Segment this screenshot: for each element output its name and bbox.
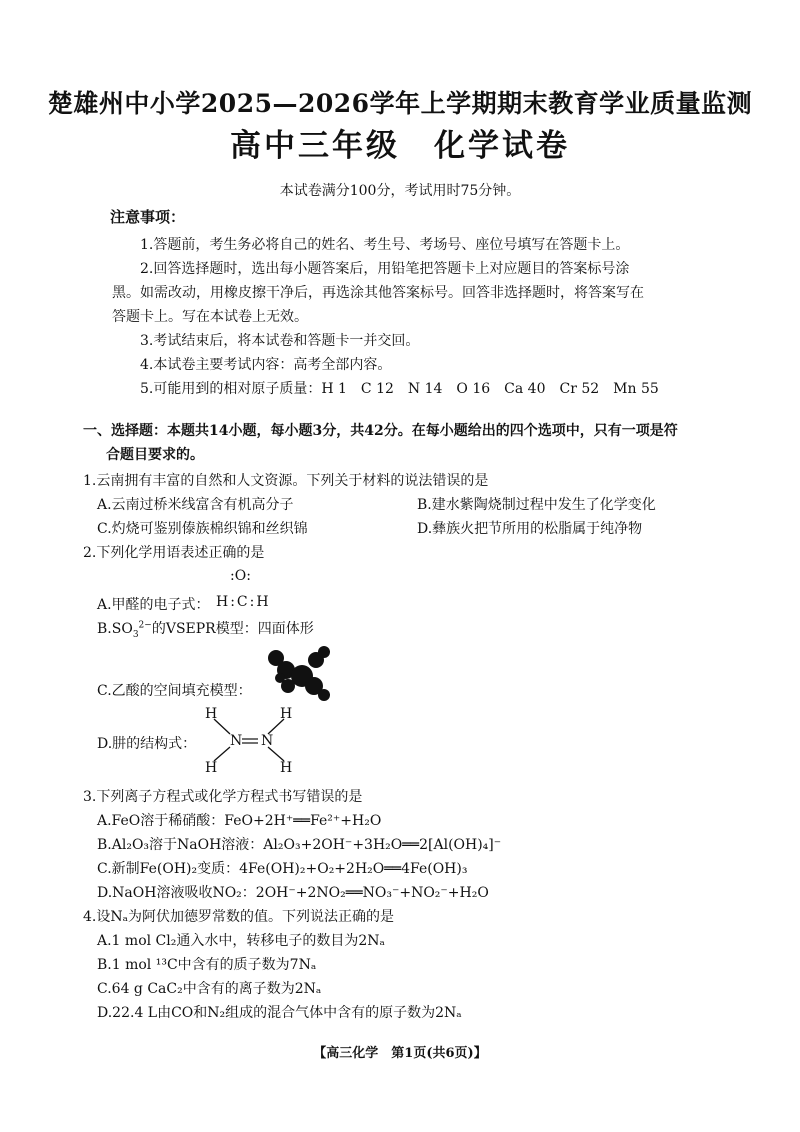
- notice-item-2-cont2: 答题卡上。写在本试卷上无效。: [112, 309, 308, 325]
- formaldehyde-electron-formula-top: :O:: [230, 568, 251, 584]
- q2-option-c: C.乙酸的空间填充模型：: [97, 683, 252, 699]
- notice-item-4: 4.本试卷主要考试内容：高考全部内容。: [140, 357, 392, 373]
- notice-item-2-cont: 黑。如需改动，用橡皮擦干净后，再选涂其他答案标号。回答非选择题时，将答案写在: [112, 285, 644, 301]
- exam-title-line2: 高中三年级 化学试卷: [230, 128, 570, 164]
- q4-option-d: D.22.4 L由CO和N₂组成的混合气体中含有的原子数为2Nₐ: [97, 1005, 462, 1021]
- q4-option-a: A.1 mol Cl₂通入水中，转移电子的数目为2Nₐ: [97, 933, 385, 949]
- hydrazine-n-atom: N: [230, 733, 243, 749]
- hydrazine-h-atom: H: [280, 706, 293, 722]
- hydrazine-h-atom: H: [205, 760, 218, 776]
- q3-option-b: B.Al₂O₃溶于NaOH溶液：Al₂O₃+2OH⁻+3H₂O══2[Al(OH)₄]⁻: [97, 837, 502, 853]
- q3-stem: 3.下列离子方程式或化学方程式书写错误的是: [83, 789, 363, 805]
- acetic-acid-space-filling-model: [262, 640, 338, 702]
- exam-title-line1: 楚雄州中小学2025—2026学年上学期期末教育学业质量监测: [47, 89, 753, 118]
- q2-option-d: D.肼的结构式：: [97, 736, 197, 752]
- notice-item-3: 3.考试结束后，将本试卷和答题卡一并交回。: [140, 333, 420, 349]
- q4-option-b: B.1 mol ¹³C中含有的质子数为7Nₐ: [97, 957, 317, 973]
- section-heading-cont: 合题目要求的。: [106, 447, 204, 463]
- notice-item-1: 1.答题前，考生务必将自己的姓名、考生号、考场号、座位号填写在答题卡上。: [140, 237, 630, 253]
- q2-option-b: $B.SO_3^{2-}$的VSEPR模型：四面体形: [97, 620, 314, 640]
- q2-option-a: A.甲醛的电子式：: [97, 597, 210, 613]
- q2-stem: 2.下列化学用语表述正确的是: [83, 545, 265, 561]
- q3-option-d: D.NaOH溶液吸收NO₂：2OH⁻+2NO₂══NO₃⁻+NO₂⁻+H₂O: [97, 885, 489, 901]
- q1-option-b: B.建水紫陶烧制过程中发生了化学变化: [417, 497, 656, 513]
- exam-info: 本试卷满分100分，考试用时75分钟。: [279, 183, 521, 199]
- page-footer: 【高三化学 第1页(共6页)】: [313, 1046, 487, 1061]
- q1-option-a: A.云南过桥米线富含有机高分子: [97, 497, 294, 513]
- q4-stem: 4.设Nₐ为阿伏加德罗常数的值。下列说法正确的是: [83, 909, 395, 925]
- q3-option-c: C.新制Fe(OH)₂变质：4Fe(OH)₂+O₂+2H₂O══4Fe(OH)₃: [97, 861, 468, 877]
- section-heading: 一、选择题：本题共14小题，每小题3分，共42分。在每小题给出的四个选项中，只有一项是符: [83, 423, 678, 439]
- q4-option-c: C.64 g CaC₂中含有的离子数为2Nₐ: [97, 981, 322, 997]
- q3-option-a: A.FeO溶于稀硝酸：FeO+2H⁺══Fe²⁺+H₂O: [97, 813, 382, 829]
- q1-stem: 1.云南拥有丰富的自然和人文资源。下列关于材料的说法错误的是: [83, 473, 489, 489]
- hydrazine-n-atom: N: [261, 733, 274, 749]
- notice-title: 注意事项：: [110, 208, 186, 226]
- hydrazine-h-atom: H: [205, 706, 218, 722]
- formaldehyde-electron-formula: H:C:H: [216, 594, 271, 610]
- notice-item-2: 2.回答选择题时，选出每小题答案后，用铅笔把答题卡上对应题目的答案标号涂: [140, 261, 630, 277]
- notice-item-5: 5.可能用到的相对原子质量：H 1 C 12 N 14 O 16 Ca 40 Cr 52 Mn 55: [140, 381, 659, 397]
- q1-option-c: C.灼烧可鉴别傣族棉织锦和丝织锦: [97, 521, 308, 537]
- q1-option-d: D.彝族火把节所用的松脂属于纯净物: [417, 521, 643, 537]
- hydrazine-h-atom: H: [280, 760, 293, 776]
